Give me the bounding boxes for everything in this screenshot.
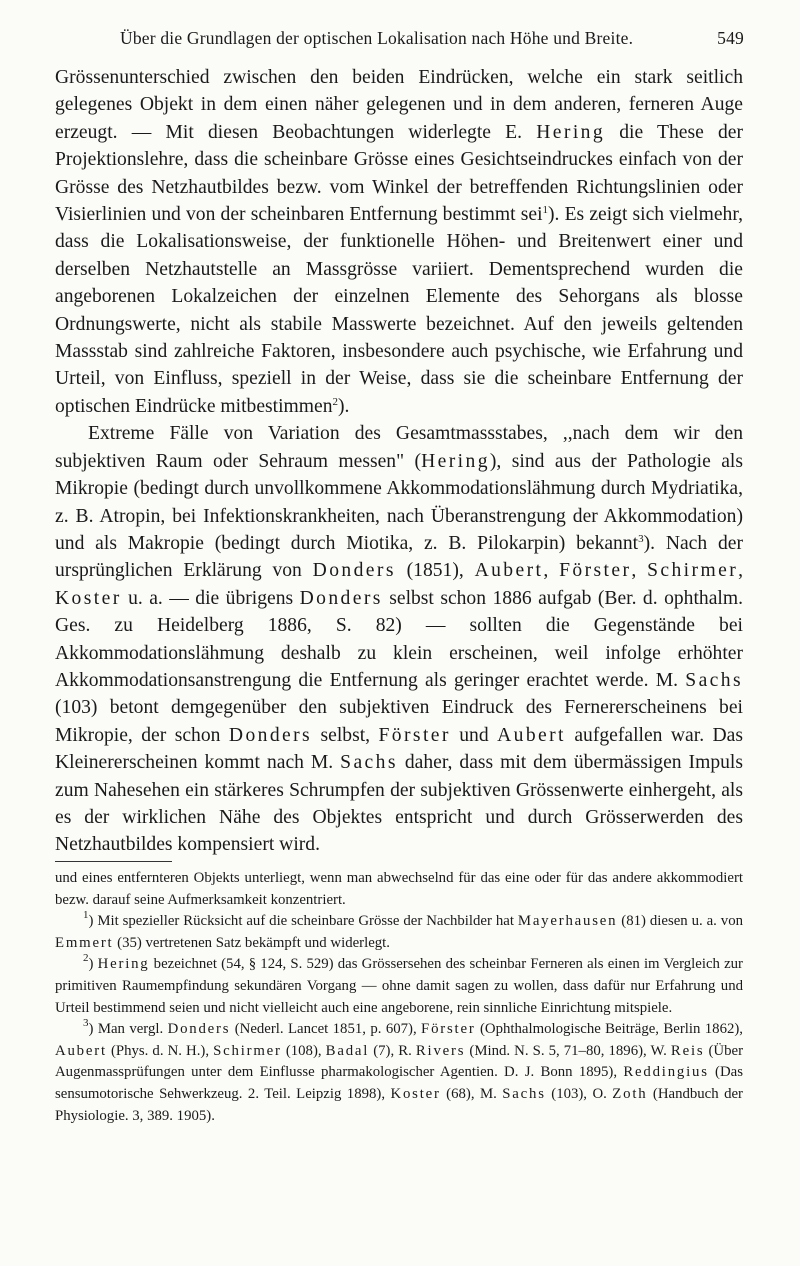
text-run: selbst schon 1886 aufgab (Ber. d. ophthalm. Ges. zu Heidelberg 1886, S. 82) — sollten die Gegenstände bei Akkommodationslähmung deshalb zu klein erscheinen, weil infolge erhöhter Akkommodationsanstrengung die Entfernung als geringer erachtet werde. M. bbox=[55, 587, 743, 691]
paragraph-2 bbox=[55, 420, 743, 859]
text-run: (1851), bbox=[395, 560, 475, 582]
main-text bbox=[55, 64, 743, 859]
text-run: ) Mit spezieller Rücksicht auf die scheinbare Grösse der Nachbilder hat bbox=[88, 913, 518, 930]
text-run: und bbox=[450, 724, 498, 746]
author-name: Hering bbox=[421, 450, 490, 472]
text-run: ). Nach der ursprünglichen Erklärung von bbox=[55, 532, 743, 582]
text-run: ). Es zeigt sich vielmehr, dass die Lokalisationsweise, der funktionelle Höhen- und Breitenwert einer und derselben Netzhautstelle an Massgrösse variiert. Dementsprechend wurden die angeborenen Lokalzeichen der einzelnen Elemente des Sehorgans als blosse Ordnungswerte, nicht als stabile Masswerte bezeichnet. Auf den jeweils geltenden Massstab sind zahlreiche Faktoren, insbesondere auch psychische, wie Erfahrung und Urteil, von Einfluss, speziell in der Weise, dass sie die scheinbare Entfernung der optischen Eindrücke mitbestimmen bbox=[55, 204, 743, 417]
author-name: Mayerhausen bbox=[517, 913, 618, 930]
text-run: aufgefallen war. Das Kleinererscheinen kommt nach M. bbox=[55, 724, 744, 774]
author-name: Hering bbox=[97, 956, 150, 973]
footnote-ref: 3 bbox=[638, 532, 644, 545]
author-name: Koster bbox=[390, 1085, 441, 1102]
footnote-2 bbox=[55, 954, 743, 1019]
text-run: (Nederl. Lancet 1851, p. 607), bbox=[230, 1021, 422, 1038]
author-name: Koster bbox=[55, 587, 122, 609]
author-name: Rivers bbox=[415, 1042, 466, 1059]
author-name: Donders bbox=[312, 560, 396, 582]
text-run: daher, dass mit dem übermässigen Impuls zum Nahesehen ein stärkeres Schrumpfen der subjektiven Grössenwerte einhergeht, als es der wirklichen Nähe des Objektes entspricht und durch Grösserwerden des Netzhautbildes kompensiert wird. bbox=[55, 752, 743, 856]
author-name: Donders bbox=[228, 724, 313, 746]
text-run: (Handbuch der Physiologie. 3, 389. 1905). bbox=[55, 1085, 743, 1124]
footnote-number: 3 bbox=[83, 1017, 89, 1030]
paragraph-1 bbox=[55, 64, 743, 420]
text-run: ) bbox=[88, 956, 98, 973]
text-run: selbst, bbox=[312, 724, 379, 746]
author-name: Schirmer bbox=[213, 1042, 282, 1059]
author-name: Sachs bbox=[340, 752, 398, 774]
text-run: , bbox=[738, 560, 744, 582]
text-run: ), sind aus der Pathologie als Mikropie (bedingt durch unvollkommene Akkommodationslähmung durch Mydriatika, z. B. Atropin, bei Infektionskrankheiten, nach Überanstrengung der Akkommodation) und als Makropie (bedingt durch Miotika, z. B. Pilokarpin) bekannt bbox=[55, 450, 743, 554]
author-name: Förster bbox=[421, 1021, 476, 1038]
footnote-3 bbox=[55, 1019, 743, 1127]
text-run: ). bbox=[338, 395, 350, 417]
text-run: (68), M. bbox=[440, 1085, 503, 1102]
text-run: (Über Augenmassprüfungen unter dem Einflusse pharmakologischer Agentien. D. J. Bonn 1895), bbox=[55, 1042, 743, 1081]
text-run: , bbox=[543, 560, 560, 582]
text-run: (Mind. N. S. 5, 71–80, 1896), W. bbox=[465, 1042, 671, 1059]
author-name: Förster bbox=[378, 724, 451, 746]
footnote-ref: 1 bbox=[542, 204, 549, 217]
footnote-continuation: und eines entfernteren Objekts unterliegt, wenn man abwechselnd für das eine oder für das andere akkommodiert bezw. darauf seine Aufmerksamkeit konzentriert. bbox=[55, 870, 743, 908]
author-name: Aubert bbox=[55, 1042, 107, 1059]
text-run: (103), O. bbox=[545, 1085, 613, 1102]
text-run: (Ophthalmologische Beiträge, Berlin 1862), bbox=[475, 1021, 744, 1038]
running-header bbox=[120, 28, 744, 54]
page-number: 549 bbox=[717, 28, 744, 48]
author-name: Aubert bbox=[497, 724, 566, 746]
text-run: (Phys. d. N. H.), bbox=[106, 1042, 214, 1059]
author-name: Sachs bbox=[502, 1085, 546, 1102]
author-name: Förster bbox=[559, 560, 632, 582]
author-name: Reis bbox=[670, 1042, 705, 1059]
text-run: (81) diesen u. a. von bbox=[617, 913, 743, 930]
footnote-number: 1 bbox=[83, 909, 89, 922]
author-name: Donders bbox=[299, 587, 383, 609]
author-name: Schirmer bbox=[647, 560, 739, 582]
author-name: Zoth bbox=[612, 1085, 648, 1102]
footnote-divider bbox=[55, 861, 172, 862]
text-run: (35) vertretenen Satz bekämpft und widerlegt. bbox=[113, 934, 390, 951]
text-run: (103) betont demgegenüber den subjektiven Eindruck des Fernererscheinens bei Mikropie, der schon bbox=[55, 697, 743, 746]
text-run: ) Man vergl. bbox=[88, 1021, 168, 1038]
author-name: Emmert bbox=[55, 934, 114, 951]
author-name: Hering bbox=[536, 121, 606, 143]
author-name: Sachs bbox=[685, 669, 743, 691]
text-run: (7), R. bbox=[369, 1042, 416, 1059]
footnote-1 bbox=[55, 911, 743, 954]
text-run: Grössenunterschied zwischen den beiden Eindrücken, welche ein stark seitlich gelegenes Objekt in dem einen näher gelegenen und in dem anderen, ferneren Auge erzeugt. — Mit diesen Beobachtungen widerlegte E. bbox=[55, 67, 743, 143]
footnotes bbox=[55, 868, 743, 1127]
text-run: (Das sensumotorische Sehwerkzeug. 2. Teil. Leipzig 1898), bbox=[55, 1064, 743, 1102]
text-run: die These der Projektionslehre, dass die scheinbare Grösse eines Gesichtseindruckes einfach von der Grösse des Netzhautbildes bezw. vom Winkel der betreffenden Richtungslinien oder Visierlinien und von der scheinbaren Entfernung bestimmt sei bbox=[55, 121, 744, 226]
text-run: u. a. — die übrigens bbox=[121, 587, 300, 609]
author-name: Aubert bbox=[474, 560, 544, 582]
footnote-ref: 2 bbox=[332, 395, 339, 408]
footnote-number: 2 bbox=[83, 952, 89, 965]
text-run: bezeichnet (54, § 124, S. 529) das Grössersehen des scheinbar Ferneren als einen im Vergleich zur primitiven Raumempfindung sekundären Vorgang — ohne damit sagen zu wollen, dass dafür nur Erfahrung und Urteil bestimmend seien und nicht vielleicht auch eine angeborene, rein sinnliche Einrichtung mitspiele. bbox=[55, 956, 743, 1016]
text-run: Extreme Fälle von Variation des Gesamtmassstabes, ,,nach dem wir den subjektiven Raum oder Sehraum messen" ( bbox=[55, 423, 743, 472]
running-title: Über die Grundlagen der optischen Lokalisation nach Höhe und Breite. bbox=[120, 28, 634, 48]
author-name: Donders bbox=[167, 1021, 231, 1038]
author-name: Badal bbox=[325, 1042, 370, 1059]
text-run: , bbox=[631, 560, 648, 582]
text-run: (108), bbox=[281, 1042, 326, 1059]
author-name: Reddingius bbox=[623, 1064, 709, 1081]
